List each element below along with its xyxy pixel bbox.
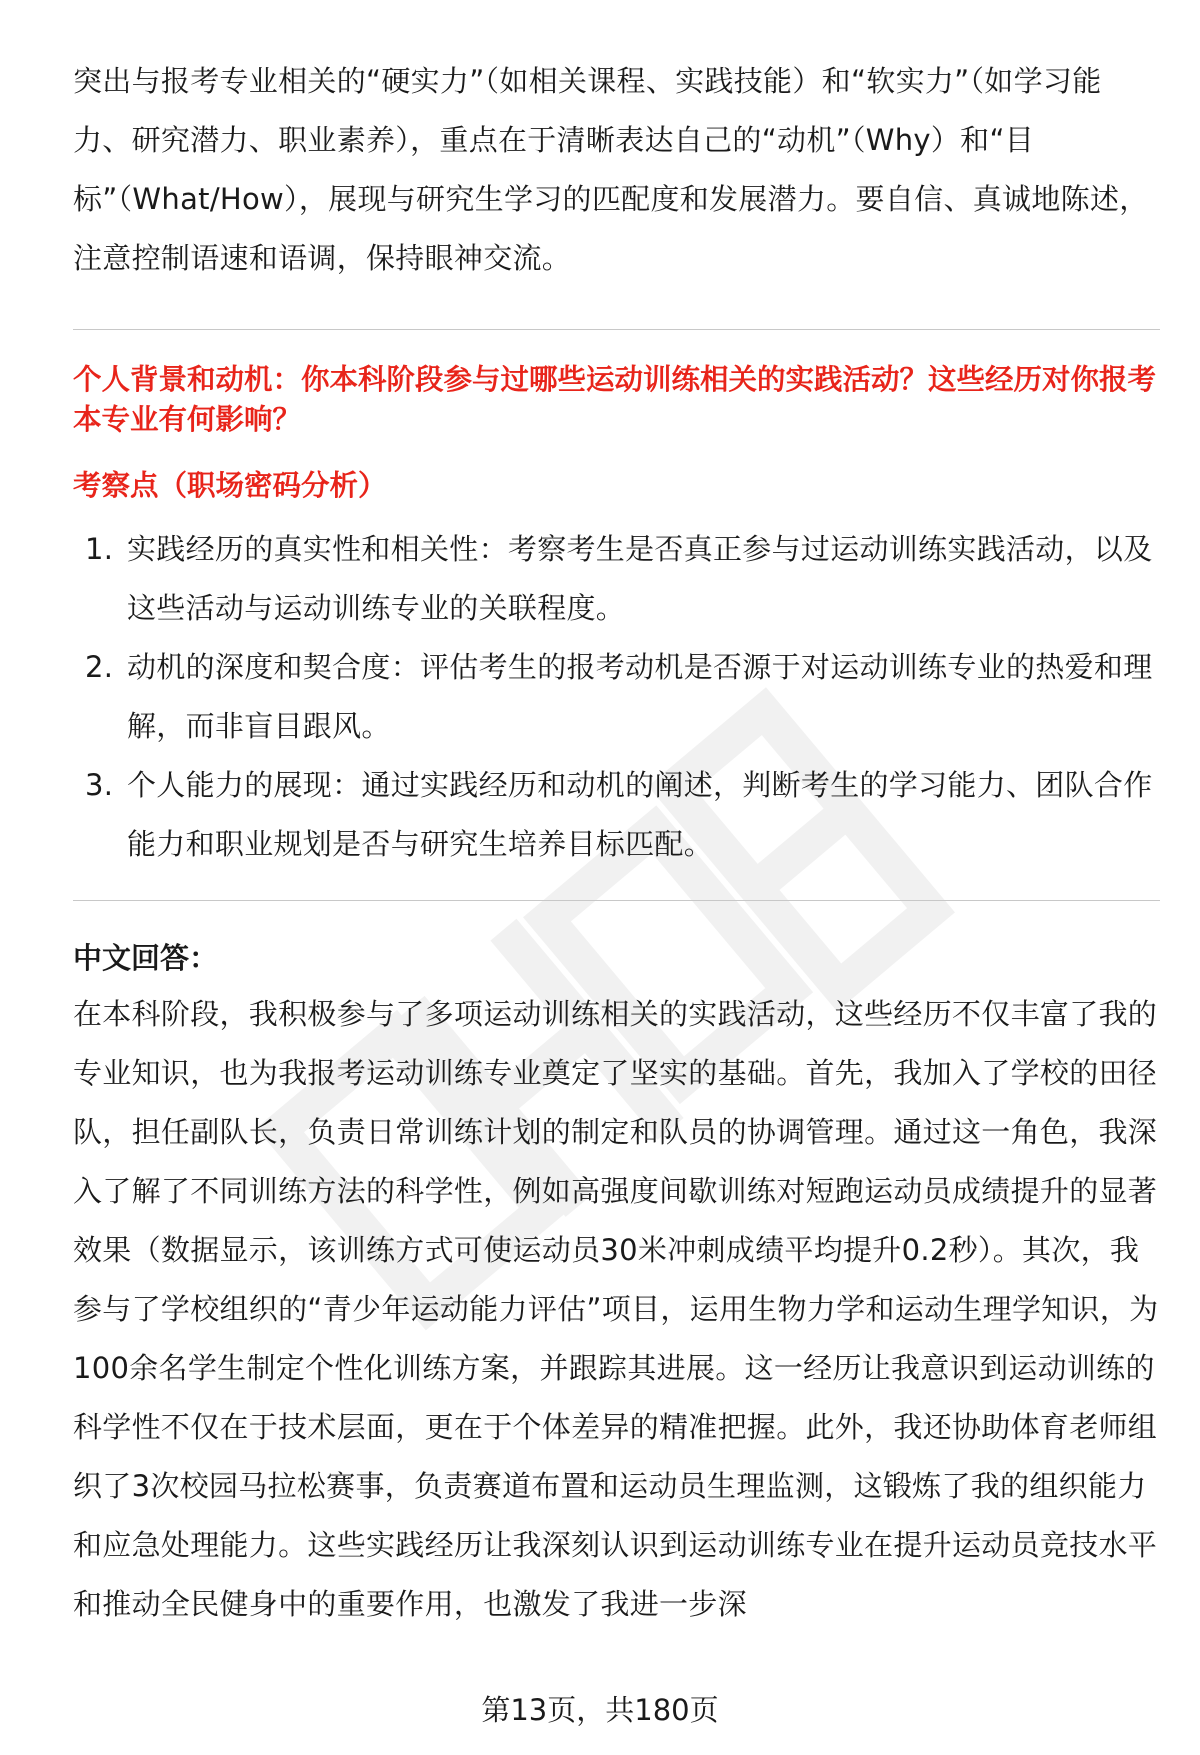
exam-points-heading: 考察点（职场密码分析） (73, 469, 387, 502)
list-item-text: 个人能力的展现：通过实践经历和动机的阐述，判断考生的学习能力、团队合作能力和职业规划是否与研究生培养目标匹配。 (127, 768, 1153, 861)
question-heading: 个人背景和动机：你本科阶段参与过哪些运动训练相关的实践活动？这些经历对你报考本专业有何影响？ (73, 363, 1157, 436)
answer-heading: 中文回答： (73, 941, 219, 975)
list-item-text: 动机的深度和契合度：评估考生的报考动机是否源于对运动训练专业的热爱和理解，而非盲目跟风。 (127, 650, 1153, 743)
list-item (73, 638, 1160, 756)
list-item-number: 3. (85, 768, 114, 802)
list-item (73, 520, 1160, 638)
page-number: 第13页，共180页 (481, 1693, 719, 1727)
page-content (73, 52, 1160, 1634)
answer-paragraph: 在本科阶段，我积极参与了多项运动训练相关的实践活动，这些经历不仅丰富了我的专业知识，也为我报考运动训练专业奠定了坚实的基础。首先，我加入了学校的田径队，担任副队长，负责日常训练计划的制定和队员的协调管理。通过这一角色，我深入了解了不同训练方法的科学性，例如高强度间歇训练对短跑运动员成绩提升的显著效果（数据显示，该训练方式可使运动员30米冲刺成绩平均提升0.2秒）。其次，我参与了学校组织的“青少年运动能力评估”项目，运用生物力学和运动生理学知识，为100余名学生制定个性化训练方案，并跟踪其进展。这一经历让我意识到运动训练的科学性不仅在于技术层面，更在于个体差异的精准把握。此外，我还协助体育老师组织了3次校园马拉松赛事，负责赛道布置和运动员生理监测，这锻炼了我的组织能力和应急处理能力。这些实践经历让我深刻认识到运动训练专业在提升运动员竞技水平和推动全民健身中的重要作用，也激发了我进一步深 (73, 997, 1159, 1621)
list-item (73, 756, 1160, 874)
list-item-number: 1. (85, 532, 114, 566)
divider (73, 329, 1160, 330)
exam-points-list (73, 520, 1160, 874)
list-item-text: 实践经历的真实性和相关性：考察考生是否真正参与过运动训练实践活动，以及这些活动与运动训练专业的关联程度。 (127, 532, 1153, 625)
intro-paragraph: 突出与报考专业相关的“硬实力”（如相关课程、实践技能）和“软实力”（如学习能力、研究潜力、职业素养），重点在于清晰表达自己的“动机”（Why）和“目标”（What/How），展现与研究生学习的匹配度和发展潜力。要自信、真诚地陈述，注意控制语速和语调，保持眼神交流。 (73, 64, 1149, 275)
list-item-number: 2. (85, 650, 114, 684)
divider (73, 900, 1160, 901)
